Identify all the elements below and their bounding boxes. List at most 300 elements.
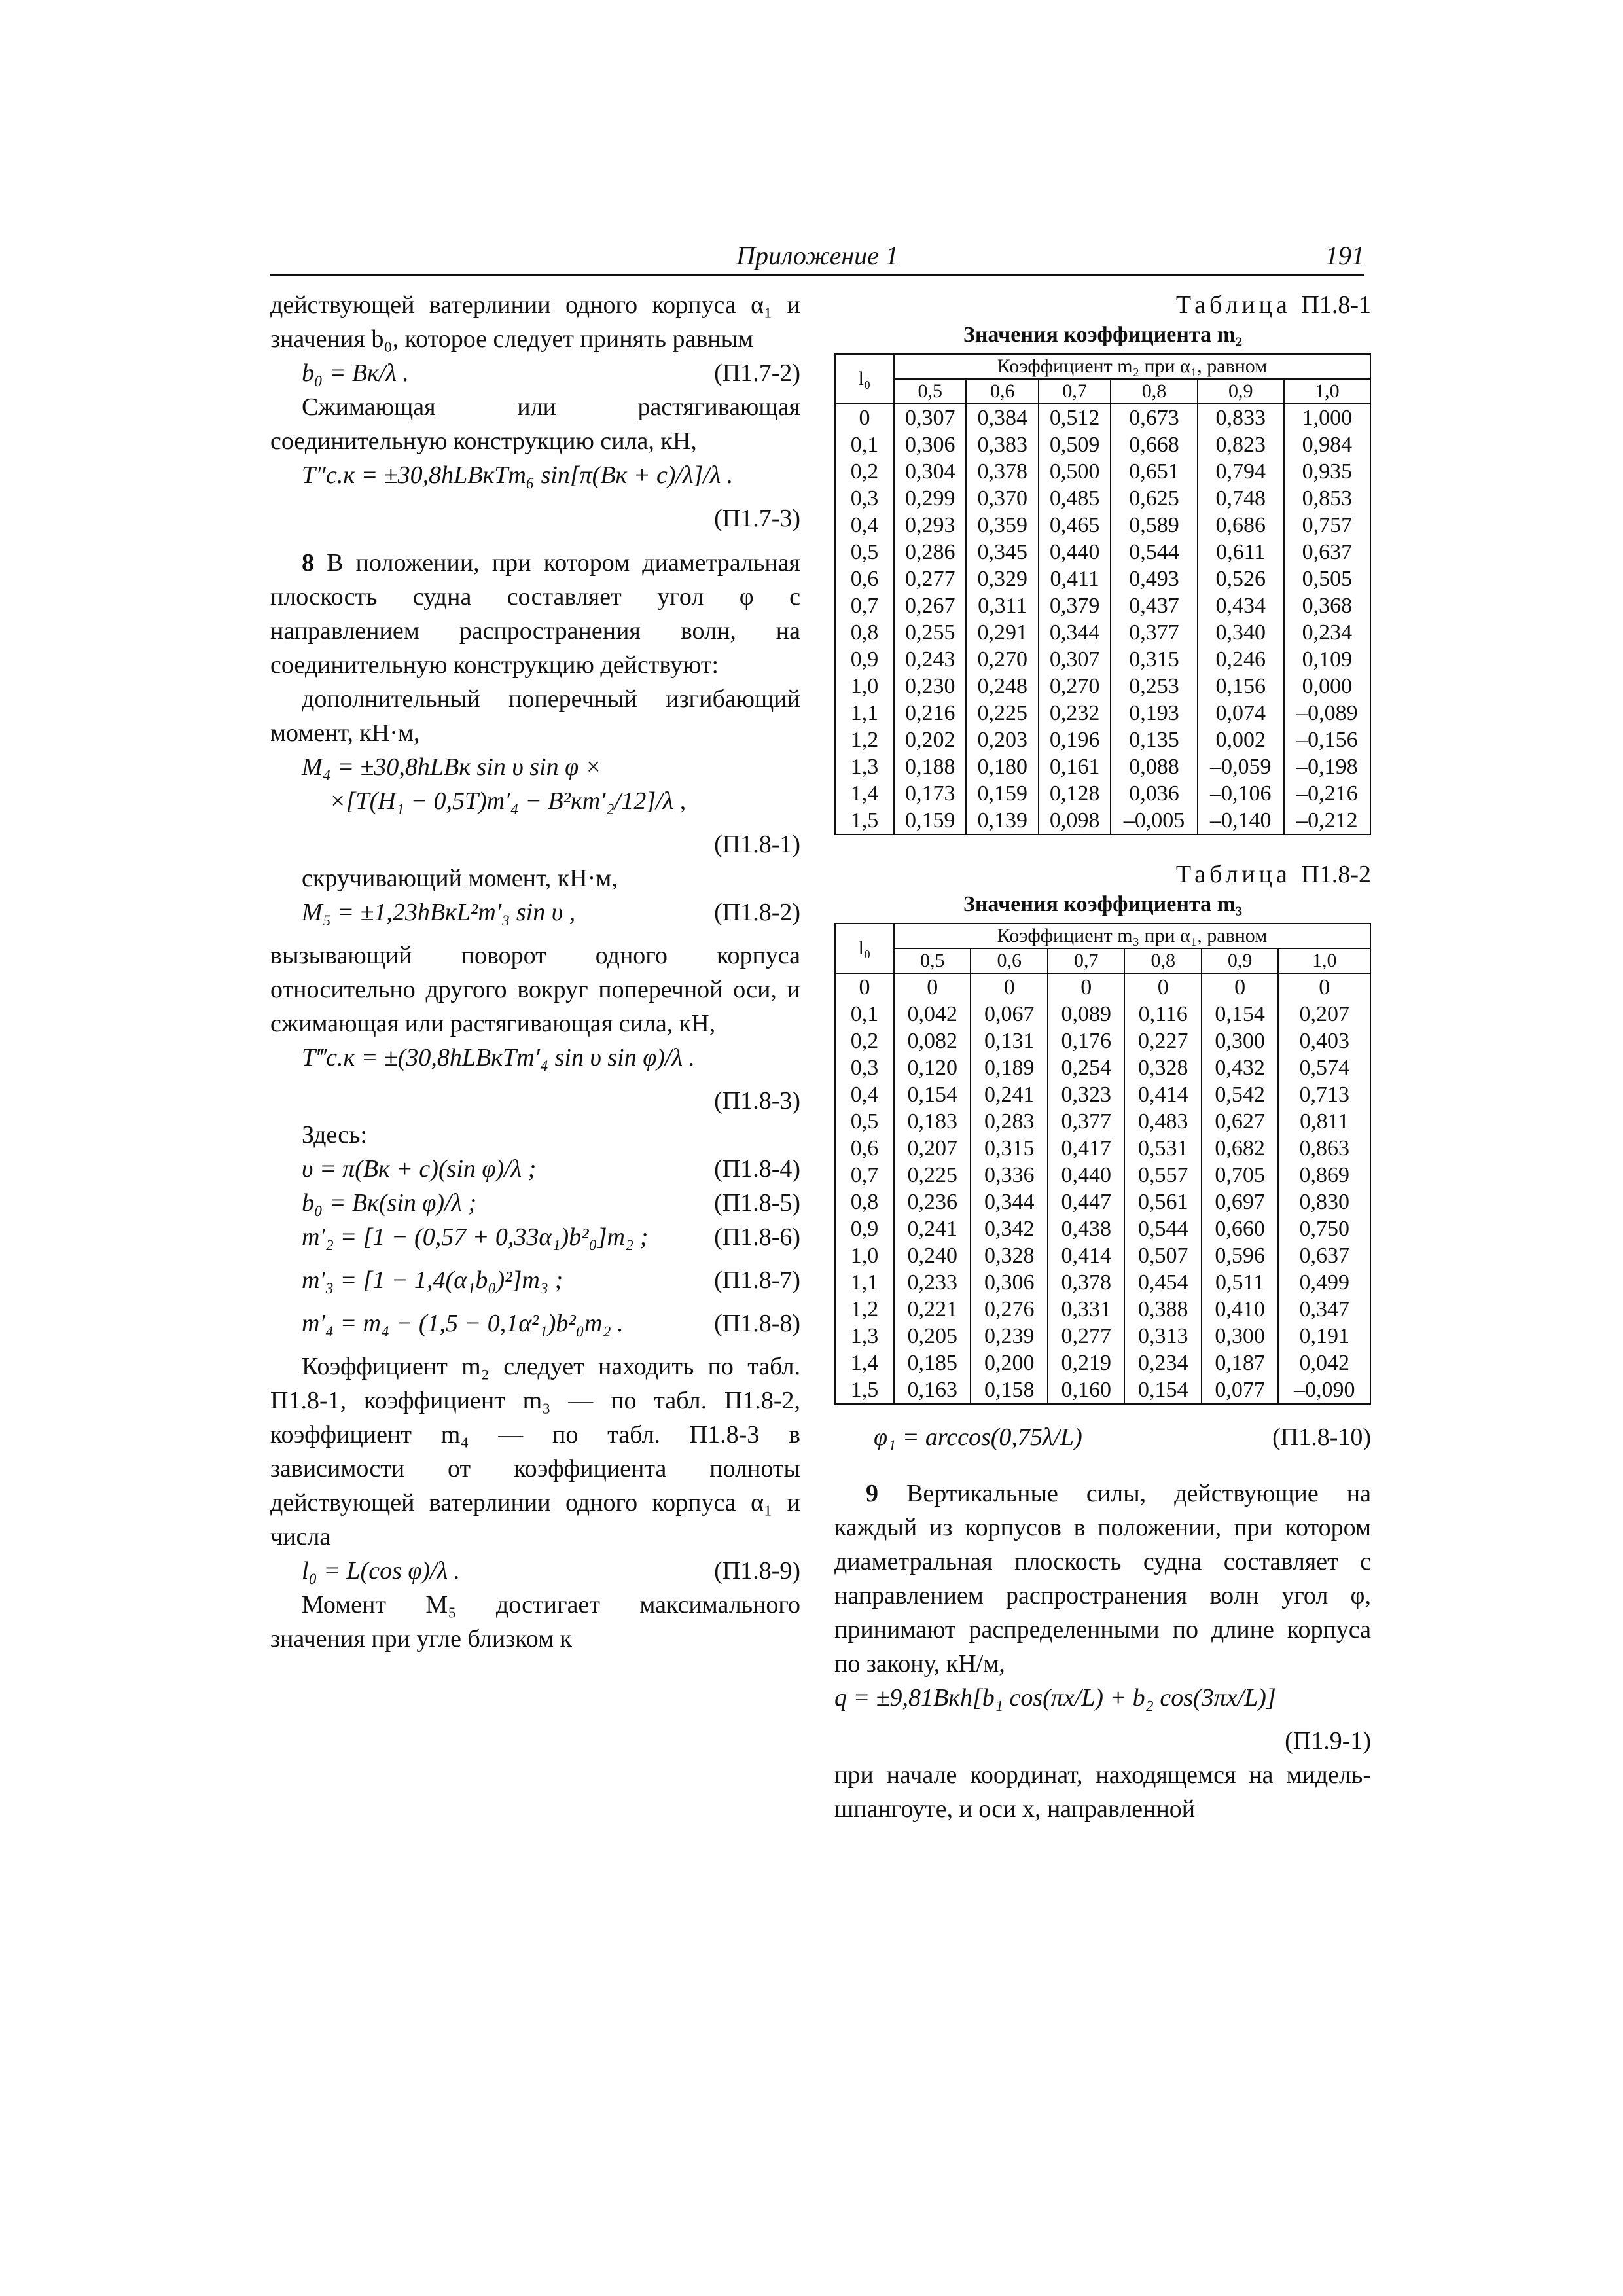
value-cell: 0,077 (1202, 1376, 1278, 1404)
paragraph (270, 546, 800, 682)
table-row (835, 1001, 1370, 1028)
row-label-cell: 0,3 (835, 485, 894, 512)
value-cell: 0,313 (1124, 1323, 1201, 1350)
value-cell: 0,207 (1278, 1001, 1370, 1028)
value-cell: 0,277 (1048, 1323, 1124, 1350)
table-title: Значения коэффициента m₂ (963, 323, 1243, 347)
paragraph: скручивающий момент, кН·м, (302, 865, 618, 892)
value-cell: 0,193 (1111, 700, 1197, 726)
value-cell: 0,345 (966, 539, 1038, 565)
column-header: 0,5 (894, 379, 966, 404)
value-cell: 0 (1278, 973, 1370, 1001)
formula: M₄ = ±30,8hLBк sin υ sin φ × (302, 753, 602, 781)
row-label-cell: 0,4 (835, 512, 894, 539)
value-cell: 0,160 (1048, 1376, 1124, 1404)
formula: T″с.к = ±30,8hLBкTm₆ sin[π(Bк + c)/λ]/λ . (302, 461, 734, 489)
row-label-cell: 0,6 (835, 1135, 894, 1162)
row-label-cell: 0,1 (835, 431, 894, 458)
value-cell: 0,668 (1111, 431, 1197, 458)
value-cell: 0,757 (1284, 512, 1370, 539)
value-cell: 0,203 (966, 726, 1038, 753)
row-label-cell: 0,8 (835, 1189, 894, 1215)
value-cell: 0,329 (966, 565, 1038, 592)
value-cell: 0,240 (894, 1242, 971, 1269)
table-row (835, 1081, 1370, 1108)
value-cell: 0,248 (966, 673, 1038, 700)
formula-line (270, 1306, 800, 1350)
table-row (835, 1028, 1370, 1054)
value-cell: 0,342 (971, 1215, 1047, 1242)
value-cell: 0,191 (1278, 1323, 1370, 1350)
table-caption-word: Таблица (1175, 291, 1291, 319)
row-label-cell: 1,3 (835, 753, 894, 780)
value-cell: 0,853 (1284, 485, 1370, 512)
right-column (834, 288, 1371, 1826)
formula-number: (П1.8-4) (714, 1155, 800, 1183)
value-cell: 0,173 (894, 780, 966, 807)
value-cell: 0,089 (1048, 1001, 1124, 1028)
formula-line (270, 356, 800, 390)
value-cell: 0,306 (971, 1269, 1047, 1296)
table-row (835, 807, 1370, 834)
formula: b₀ = Bк/λ . (302, 359, 409, 387)
value-cell: 0,673 (1111, 404, 1197, 431)
value-cell: 0,307 (1039, 646, 1111, 673)
table-row (835, 700, 1370, 726)
value-cell: 0,243 (894, 646, 966, 673)
formula-line (270, 1186, 800, 1220)
row-label-cell: 1,5 (835, 1376, 894, 1404)
value-cell: 0,120 (894, 1054, 971, 1081)
column-header: 0,8 (1124, 948, 1201, 973)
table-row (835, 1135, 1370, 1162)
value-cell: 0,414 (1048, 1242, 1124, 1269)
value-cell: 0,750 (1278, 1215, 1370, 1242)
value-cell: 0,300 (1202, 1323, 1278, 1350)
table-row (835, 592, 1370, 619)
running-header (270, 239, 1364, 276)
formula-number: (П1.8-7) (714, 1266, 800, 1294)
value-cell: 0,830 (1278, 1189, 1370, 1215)
value-cell: 0,225 (894, 1162, 971, 1189)
value-cell: 0,304 (894, 458, 966, 485)
value-cell: 0,414 (1124, 1081, 1201, 1108)
row-label-cell: 0 (835, 973, 894, 1001)
value-cell: 0,227 (1124, 1028, 1201, 1054)
value-cell: 0,483 (1124, 1108, 1201, 1135)
formula-number: (П1.8-2) (714, 899, 800, 926)
value-cell: 0,340 (1198, 619, 1284, 646)
value-cell: 0,454 (1124, 1269, 1201, 1296)
value-cell: –0,198 (1284, 753, 1370, 780)
table-row (835, 1189, 1370, 1215)
paragraph: Коэффициент m₂ следует находить по табл. П1.8-1, коэффициент m₃ — по табл. П1.8-2, коэффициент m₄ — по табл. П1.8-3 в зависимости от коэффициента полноты действующей ватерлинии одного корпуса α₁ и числа (270, 1353, 800, 1551)
page-number: 191 (1325, 241, 1364, 270)
value-cell: 0,234 (1284, 619, 1370, 646)
value-cell: 0,088 (1111, 753, 1197, 780)
value-cell: 0,359 (966, 512, 1038, 539)
formula-line (270, 784, 800, 827)
value-cell: 0,139 (966, 807, 1038, 834)
value-cell: 0,440 (1048, 1162, 1124, 1189)
value-cell: 0,286 (894, 539, 966, 565)
table-row (835, 646, 1370, 673)
value-cell: 0,686 (1198, 512, 1284, 539)
value-cell: 0,188 (894, 753, 966, 780)
value-cell: 0,935 (1284, 458, 1370, 485)
value-cell: –0,059 (1198, 753, 1284, 780)
paragraph: Момент M₅ достигает максимального значения при угле близком к (270, 1591, 800, 1653)
column-header: 0,7 (1048, 948, 1124, 973)
value-cell: 0,180 (966, 753, 1038, 780)
item-number: 8 (302, 549, 314, 577)
value-cell: 0,388 (1124, 1296, 1201, 1323)
value-cell: 0,187 (1202, 1350, 1278, 1376)
column-header: 0,8 (1111, 379, 1197, 404)
table-row (835, 1108, 1370, 1135)
value-cell: 0 (1124, 973, 1201, 1001)
paragraph: действующей ватерлинии одного корпуса α₁ и значения b₀, которое следует принять равным (270, 291, 800, 353)
row-label-cell: 1,2 (835, 1296, 894, 1323)
formula-number: (П1.7-3) (714, 505, 800, 532)
value-cell: 0,002 (1198, 726, 1284, 753)
value-cell: 0,154 (1124, 1376, 1201, 1404)
value-cell: 0,611 (1198, 539, 1284, 565)
value-cell: 0,544 (1124, 1215, 1201, 1242)
table-row (835, 1269, 1370, 1296)
value-cell: 0,705 (1202, 1162, 1278, 1189)
value-cell: 0,176 (1048, 1028, 1124, 1054)
row-label-cell: 0,5 (835, 539, 894, 565)
formula-line (270, 1152, 800, 1186)
value-cell: 0,267 (894, 592, 966, 619)
formula: q = ±9,81Bкh[b₁ cos(πx/L) + b₂ cos(3πx/L)] (834, 1684, 1276, 1712)
value-cell: 0,270 (1039, 673, 1111, 700)
paragraph: Здесь: (302, 1121, 367, 1149)
value-cell: –0,216 (1284, 780, 1370, 807)
formula: T‴с.к = ±(30,8hLBкTm′₄ sin υ sin φ)/λ . (302, 1044, 695, 1071)
column-header: 0,9 (1202, 948, 1278, 973)
value-cell: 0,344 (971, 1189, 1047, 1215)
value-cell: 0,526 (1198, 565, 1284, 592)
value-cell: –0,005 (1111, 807, 1197, 834)
value-cell: 0,246 (1198, 646, 1284, 673)
value-cell: 0,509 (1039, 431, 1111, 458)
value-cell: 0,036 (1111, 780, 1197, 807)
row-label-cell: 1,4 (835, 780, 894, 807)
value-cell: 0,276 (971, 1296, 1047, 1323)
value-cell: 0,163 (894, 1376, 971, 1404)
formula-line (834, 1420, 1371, 1463)
row-label-cell: 0 (835, 404, 894, 431)
table-row (835, 1162, 1370, 1189)
left-column (270, 288, 800, 1656)
row-label-cell: 1,3 (835, 1323, 894, 1350)
value-cell: 0,189 (971, 1054, 1047, 1081)
value-cell: 0,156 (1198, 673, 1284, 700)
value-cell: 0,403 (1278, 1028, 1370, 1054)
value-cell: 0,869 (1278, 1162, 1370, 1189)
value-cell: 0,437 (1111, 592, 1197, 619)
table-caption-number: П1.8-2 (1301, 861, 1371, 888)
formula: b₀ = Bк(sin φ)/λ ; (302, 1189, 477, 1217)
row-label-cell: 0,2 (835, 1028, 894, 1054)
row-label-cell: 0,9 (835, 1215, 894, 1242)
value-cell: 0,347 (1278, 1296, 1370, 1323)
value-cell: 0,300 (1202, 1028, 1278, 1054)
value-cell: 0,344 (1039, 619, 1111, 646)
row-label-cell: 1,1 (835, 700, 894, 726)
value-cell: 1,000 (1284, 404, 1370, 431)
value-cell: 0,042 (1278, 1350, 1370, 1376)
value-cell: 0,370 (966, 485, 1038, 512)
value-cell: 0,682 (1202, 1135, 1278, 1162)
table-row (835, 1296, 1370, 1323)
row-label-cell: 0,3 (835, 1054, 894, 1081)
value-cell: 0,434 (1198, 592, 1284, 619)
value-cell: 0,311 (966, 592, 1038, 619)
formula-line (270, 1041, 800, 1084)
table-row (835, 1376, 1370, 1404)
formula: m′₃ = [1 − 1,4(α₁b₀)²]m₃ ; (302, 1266, 563, 1294)
value-cell: 0,154 (1202, 1001, 1278, 1028)
value-cell: 0,499 (1278, 1269, 1370, 1296)
formula-number: (П1.7-2) (714, 359, 800, 387)
value-cell: 0,625 (1111, 485, 1197, 512)
value-cell: 0,109 (1284, 646, 1370, 673)
formula-line (270, 1220, 800, 1263)
item-number: 9 (866, 1480, 878, 1507)
row-label-cell: 0,6 (835, 565, 894, 592)
formula-number: (П1.8-3) (714, 1087, 800, 1115)
formula: M₅ = ±1,23hBкL²m′₃ sin υ , (302, 899, 576, 926)
value-cell: 0,542 (1202, 1081, 1278, 1108)
table-caption-number: П1.8-1 (1301, 291, 1371, 319)
value-cell: 0,241 (971, 1081, 1047, 1108)
column-header: 0,6 (966, 379, 1038, 404)
row-label-cell: 1,2 (835, 726, 894, 753)
value-cell: 0,241 (894, 1215, 971, 1242)
table-row (835, 673, 1370, 700)
value-cell: 0,202 (894, 726, 966, 753)
row-label-cell: 0,7 (835, 1162, 894, 1189)
value-cell: 0,833 (1198, 404, 1284, 431)
coefficient-table-m2 (834, 353, 1371, 835)
value-cell: 0 (1202, 973, 1278, 1001)
coefficient-table-m3 (834, 923, 1371, 1405)
value-cell: 0,000 (1284, 673, 1370, 700)
row-label-cell: 1,0 (835, 1242, 894, 1269)
row-label-cell: 0,8 (835, 619, 894, 646)
value-cell: 0,236 (894, 1189, 971, 1215)
formula-line (270, 1263, 800, 1306)
value-cell: 0,438 (1048, 1215, 1124, 1242)
formula-line (270, 750, 800, 784)
value-cell: 0,627 (1202, 1108, 1278, 1135)
value-cell: 0,984 (1284, 431, 1370, 458)
value-cell: 0,660 (1202, 1215, 1278, 1242)
value-cell: 0,811 (1278, 1108, 1370, 1135)
value-cell: –0,089 (1284, 700, 1370, 726)
row-label-cell: 0,9 (835, 646, 894, 673)
value-cell: 0,254 (1048, 1054, 1124, 1081)
value-cell: 0,500 (1039, 458, 1111, 485)
table-row (835, 431, 1370, 458)
value-cell: 0,440 (1039, 539, 1111, 565)
value-cell: 0,574 (1278, 1054, 1370, 1081)
row-label-cell: 1,1 (835, 1269, 894, 1296)
value-cell: 0,377 (1048, 1108, 1124, 1135)
value-cell: 0,270 (966, 646, 1038, 673)
value-cell: 0,253 (1111, 673, 1197, 700)
value-cell: 0,557 (1124, 1162, 1201, 1189)
table-row (835, 485, 1370, 512)
value-cell: 0,291 (966, 619, 1038, 646)
value-cell: 0,306 (894, 431, 966, 458)
value-cell: 0,159 (894, 807, 966, 834)
value-cell: 0,794 (1198, 458, 1284, 485)
value-cell: 0,255 (894, 619, 966, 646)
row-label-cell: 1,0 (835, 673, 894, 700)
row-label-cell: 0,7 (835, 592, 894, 619)
value-cell: 0,158 (971, 1376, 1047, 1404)
column-header: 0,5 (894, 948, 971, 973)
value-cell: 0,196 (1039, 726, 1111, 753)
value-cell: 0,379 (1039, 592, 1111, 619)
value-cell: 0,465 (1039, 512, 1111, 539)
formula-line (270, 895, 800, 939)
value-cell: 0,596 (1202, 1242, 1278, 1269)
value-cell: 0,485 (1039, 485, 1111, 512)
value-cell: 0,748 (1198, 485, 1284, 512)
value-cell: 0,544 (1111, 539, 1197, 565)
table-row (835, 973, 1370, 1001)
value-cell: 0,042 (894, 1001, 971, 1028)
value-cell: 0,293 (894, 512, 966, 539)
value-cell: 0,219 (1048, 1350, 1124, 1376)
row-label-cell: 0,1 (835, 1001, 894, 1028)
value-cell: –0,106 (1198, 780, 1284, 807)
value-cell: –0,090 (1278, 1376, 1370, 1404)
paragraph (834, 1477, 1371, 1681)
row-label-cell: 0,2 (835, 458, 894, 485)
table-row (835, 753, 1370, 780)
value-cell: 0,561 (1124, 1189, 1201, 1215)
row-label-cell: 0,4 (835, 1081, 894, 1108)
value-cell: 0,432 (1202, 1054, 1278, 1081)
value-cell: 0,116 (1124, 1001, 1201, 1028)
formula-number: (П1.8-10) (1272, 1424, 1371, 1451)
value-cell: 0,637 (1284, 539, 1370, 565)
paragraph: при начале координат, находящемся на мидель-шпангоуте, и оси x, направленной (834, 1761, 1371, 1823)
formula: m′₂ = [1 − (0,57 + 0,33α₁)b²₀]m₂ ; (302, 1223, 649, 1251)
value-cell: 0,823 (1198, 431, 1284, 458)
table-title: Значения коэффициента m₃ (963, 892, 1243, 916)
value-cell: 0,507 (1124, 1242, 1201, 1269)
value-cell: 0,512 (1039, 404, 1111, 431)
table-row (835, 512, 1370, 539)
table-row (835, 1215, 1370, 1242)
value-cell: 0 (1048, 973, 1124, 1001)
table-row (835, 404, 1370, 431)
formula-line (834, 1681, 1371, 1724)
value-cell: –0,140 (1198, 807, 1284, 834)
value-cell: 0,239 (971, 1323, 1047, 1350)
group-header: Коэффициент m₂ при α₁, равном (894, 354, 1370, 379)
row-header: l₀ (835, 354, 894, 404)
table-row (835, 1323, 1370, 1350)
table-row (835, 565, 1370, 592)
paragraph: дополнительный поперечный изгибающий момент, кН·м, (270, 685, 800, 747)
value-cell: 0,183 (894, 1108, 971, 1135)
formula: l₀ = L(cos φ)/λ . (302, 1557, 461, 1585)
table-caption (834, 859, 1371, 890)
value-cell: 0,283 (971, 1108, 1047, 1135)
table-row (835, 619, 1370, 646)
formula-number: (П1.8-1) (714, 831, 800, 858)
value-cell: 0,713 (1278, 1081, 1370, 1108)
value-cell: 0,074 (1198, 700, 1284, 726)
value-cell: 0,185 (894, 1350, 971, 1376)
value-cell: 0,383 (966, 431, 1038, 458)
column-header: 1,0 (1284, 379, 1370, 404)
table-row (835, 458, 1370, 485)
value-cell: 0,161 (1039, 753, 1111, 780)
value-cell: 0,493 (1111, 565, 1197, 592)
formula: υ = π(Bк + c)(sin φ)/λ ; (302, 1155, 537, 1183)
formula: m′₄ = m₄ − (1,5 − 0,1α²₁)b²₀m₂ . (302, 1310, 624, 1337)
paragraph: Сжимающая или растягивающая соединительную конструкцию сила, кН, (270, 393, 800, 455)
value-cell: 0,384 (966, 404, 1038, 431)
value-cell: 0,205 (894, 1323, 971, 1350)
table-row (835, 1054, 1370, 1081)
value-cell: 0,307 (894, 404, 966, 431)
table-caption-word: Таблица (1175, 861, 1291, 888)
row-label-cell: 1,4 (835, 1350, 894, 1376)
table-row (835, 1242, 1370, 1269)
formula-number: (П1.8-5) (714, 1189, 800, 1217)
value-cell: 0,637 (1278, 1242, 1370, 1269)
value-cell: 0,082 (894, 1028, 971, 1054)
row-label-cell: 0,5 (835, 1108, 894, 1135)
value-cell: 0,225 (966, 700, 1038, 726)
column-header: 0,9 (1198, 379, 1284, 404)
paragraph-text: Вертикальные силы, действующие на каждый из корпусов в положении, при котором диаметральная плоскость судна составляет с направлением распространения волн угол φ, принимают распределенными по длине корпуса по закону, кН/м, (834, 1480, 1371, 1677)
value-cell: 0,331 (1048, 1296, 1124, 1323)
value-cell: 0,154 (894, 1081, 971, 1108)
formula-number: (П1.8-8) (714, 1310, 800, 1337)
value-cell: 0,216 (894, 700, 966, 726)
formula: ×[T(H₁ − 0,5T)m′₄ − B²кm′₂/12]/λ , (329, 787, 687, 815)
value-cell: 0,589 (1111, 512, 1197, 539)
formula: φ₁ = arccos(0,75λ/L) (874, 1424, 1082, 1451)
formula-line (270, 458, 800, 501)
value-cell: 0,511 (1202, 1269, 1278, 1296)
value-cell: 0,505 (1284, 565, 1370, 592)
value-cell: 0,328 (1124, 1054, 1201, 1081)
value-cell: 0,697 (1202, 1189, 1278, 1215)
formula-number: (П1.8-9) (714, 1557, 800, 1585)
value-cell: 0,221 (894, 1296, 971, 1323)
value-cell: 0,234 (1124, 1350, 1201, 1376)
value-cell: 0,417 (1048, 1135, 1124, 1162)
value-cell: 0 (894, 973, 971, 1001)
value-cell: 0,651 (1111, 458, 1197, 485)
value-cell: 0,336 (971, 1162, 1047, 1189)
value-cell: 0,067 (971, 1001, 1047, 1028)
value-cell: 0 (971, 973, 1047, 1001)
column-header: 0,7 (1039, 379, 1111, 404)
